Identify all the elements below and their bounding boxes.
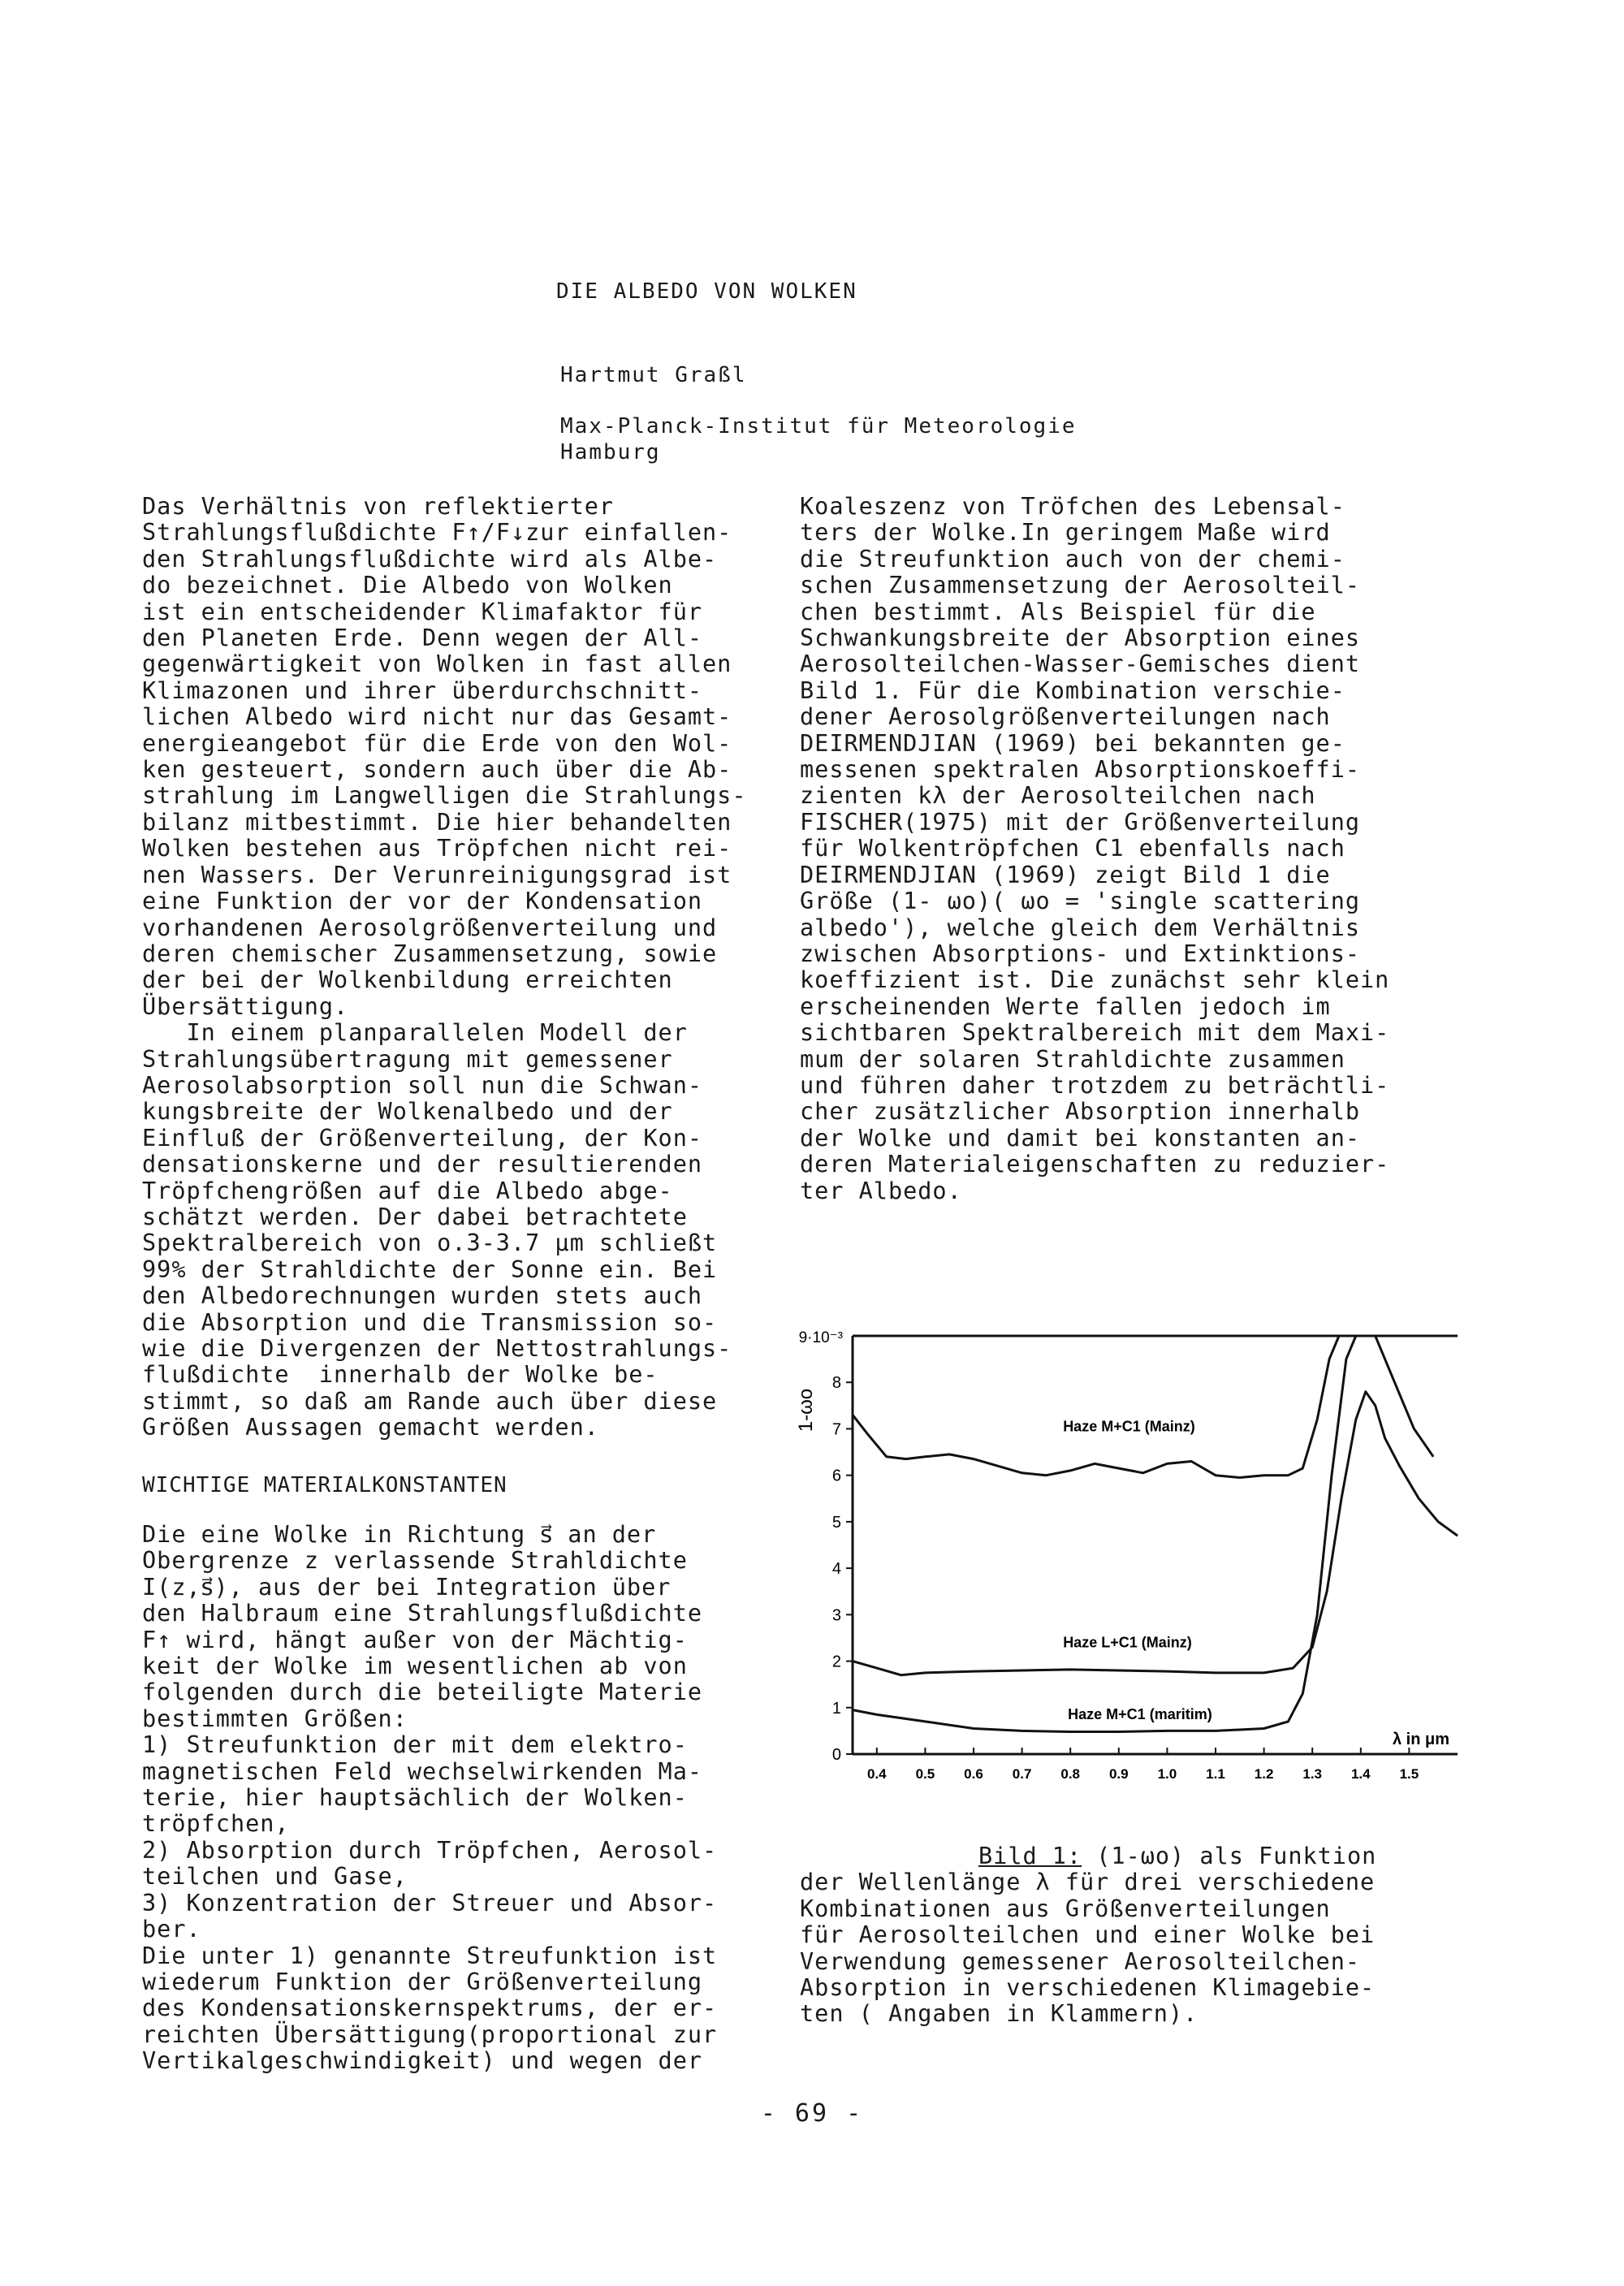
x-tick-label: 1.5 [1399,1766,1419,1782]
text-line: terie, hier hauptsächlich der Wolken- [142,1784,688,1812]
text-line: Die unter 1) genannte Streufunktion ist [142,1942,718,1969]
text-line: Bild 1. Für die Kombination verschie- [800,676,1345,704]
text-line: keit der Wolke im wesentlichen ab von [142,1653,688,1680]
text-line: sichtbaren Spektralbereich mit dem Maxi- [800,1019,1390,1047]
caption-label: Bild 1: [978,1843,1082,1869]
text-line: Einfluß der Größenverteilung, der Kon- [142,1124,703,1152]
affiliation-city: Hamburg [560,440,661,465]
text-line: ist ein entscheidender Klimafaktor für [142,598,703,625]
text-line: chen bestimmt. Als Beispiel für die [800,598,1316,625]
x-tick-label: 1.1 [1206,1766,1225,1782]
text-line: 99% der Strahldichte der Sonne ein. Bei [142,1255,718,1283]
text-line: albedo'), welche gleich dem Verhältnis [800,914,1361,941]
series-label: Haze M+C1 (Mainz) [1063,1418,1195,1435]
text-line: mum der solaren Strahldichte zusammen [800,1045,1345,1073]
x-tick-label: 0.5 [915,1766,935,1782]
text-line: 3) Konzentration der Streuer und Absor- [142,1889,718,1917]
series-label: Haze M+C1 (maritim) [1068,1706,1212,1723]
page-number: - 69 - [760,2099,864,2128]
text-line: ber. [142,1916,201,1943]
y-tick-label: 1 [831,1699,841,1718]
text-line: Größe (1- ωo)( ωo = 'single scattering [800,888,1361,915]
text-line: für Wolkentröpfchen C1 ebenfalls nach [800,835,1345,862]
text-line: bestimmten Größen: [142,1705,408,1732]
text-line: den Planeten Erde. Denn wegen der All- [142,624,703,652]
text-line: ters der Wolke.In geringem Maße wird [800,519,1331,547]
x-tick-label: 0.9 [1108,1766,1129,1782]
right-column [800,494,1389,1204]
text-line: Kombinationen aus Größenverteilungen [800,1895,1331,1922]
text-line: strahlung im Langwelligen die Strahlungs- [142,782,747,810]
text-line: die Absorption und die Transmission so- [142,1308,718,1336]
absorption-chart [792,1312,1466,1799]
y-tick-label: 4 [831,1560,841,1579]
text-line: des Kondensationskernspektrums, der er- [142,1994,718,2022]
x-axis-label: λ in μm [1392,1731,1449,1748]
text-line: Tröpfchengrößen auf die Albedo abge- [142,1177,673,1204]
text-line: der Wolke und damit bei konstanten an- [800,1124,1361,1152]
left-column-section [142,1522,717,2075]
text-line: gegenwärtigkeit von Wolken in fast allen [142,650,732,678]
text-line: I(z,s⃗), aus der bei Integration über [142,1573,672,1601]
text-line: DEIRMENDJIAN (1969) bei bekannten ge- [800,729,1345,757]
text-line: schen Zusammensetzung der Aerosolteil- [800,572,1361,599]
text-line: 2) Absorption durch Tröpfchen, Aerosol- [142,1836,718,1864]
text-line: der Wellenlänge λ für drei verschiedene [800,1869,1376,1896]
text-line: Strahlungsflußdichte F↑/F↓zur einfallen- [142,519,732,547]
text-line: do bezeichnet. Die Albedo von Wolken [142,572,673,599]
figure-caption [800,1843,1466,2028]
x-tick-label: 1.2 [1254,1766,1274,1782]
text-line: wie die Divergenzen der Nettostrahlungs- [142,1335,732,1362]
text-line: Größen Aussagen gemacht werden. [142,1414,599,1441]
text-line: schätzt werden. Der dabei betrachtete [142,1203,688,1230]
text-line: wiederum Funktion der Größenverteilung [142,1968,703,1995]
text-line: energieangebot für die Erde von den Wol- [142,729,732,757]
left-column-intro [142,494,747,1441]
text-line: densationskerne und der resultierenden [142,1151,703,1178]
text-line: Obergrenze z verlassende Strahldichte [142,1547,688,1575]
text-line: messenen spektralen Absorptionskoeffi- [800,756,1361,784]
y-tick-label: 0 [831,1746,841,1764]
text-line: stimmt, so daß am Rande auch über diese [142,1387,718,1415]
text-line: kungsbreite der Wolkenalbedo und der [142,1098,673,1126]
y-tick-label: 3 [831,1606,841,1625]
y-tick-label: 7 [831,1420,841,1439]
text-line: DEIRMENDJIAN (1969) zeigt Bild 1 die [800,861,1331,888]
x-tick-label: 1.0 [1157,1766,1177,1782]
text-line: Strahlungsübertragung mit gemessener [142,1045,673,1073]
text-line: für Aerosolteilchen und einer Wolke bei [800,1921,1376,1949]
text-line: zienten kλ der Aerosolteilchen nach [800,782,1316,810]
text-line: deren chemischer Zusammensetzung, sowie [142,940,718,967]
text-line: 1) Streufunktion der mit dem elektro- [142,1731,688,1759]
author-name: Hartmut Graßl [560,363,747,387]
text-line: der bei der Wolkenbildung erreichten [142,966,673,994]
x-tick-label: 0.7 [1012,1766,1032,1782]
paper-title: DIE ALBEDO VON WOLKEN [556,279,857,304]
text-line: zwischen Absorptions- und Extinktions- [800,940,1361,967]
text-line: F↑ wird, hängt außer von der Mächtig- [142,1626,688,1653]
text-line: In einem planparallelen Modell der [142,1019,688,1047]
text-line: ten ( Angaben in Klammern). [800,2000,1199,2028]
text-line: cher zusätzlicher Absorption innerhalb [800,1098,1361,1126]
text-line: ken gesteuert, sondern auch über die Ab- [142,756,732,784]
text-line: reichten Übersättigung(proportional zur [142,2020,718,2048]
text-line: deren Materialeigenschaften zu reduzier- [800,1151,1390,1178]
text-line: nen Wassers. Der Verunreinigungsgrad ist [142,861,732,888]
series-label: Haze L+C1 (Mainz) [1063,1634,1192,1651]
text-line: eine Funktion der vor der Kondensation [142,888,703,915]
text-line: FISCHER(1975) mit der Größenverteilung [800,808,1361,836]
text-line: Aerosolteilchen-Wasser-Gemisches dient [800,650,1361,678]
y-top-label: 9·10⁻³ [798,1329,843,1346]
text-line: teilchen und Gase, [142,1863,408,1891]
affiliation-institute: Max-Planck-Institut für Meteorologie [560,414,1077,439]
text-line: ter Albedo. [800,1177,962,1204]
caption-first-line: (1-ωo) als Funktion [1082,1843,1377,1869]
text-line: Koaleszenz von Tröfchen des Lebensal- [800,493,1345,520]
text-line: Absorption in verschiedenen Klimagebie- [800,1974,1376,2002]
text-line: den Halbraum eine Strahlungsflußdichte [142,1600,703,1627]
text-line: die Streufunktion auch von der chemi- [800,545,1345,573]
x-tick-label: 0.6 [964,1766,983,1782]
text-line: den Albedorechnungen wurden stets auch [142,1282,703,1310]
y-tick-label: 8 [831,1374,841,1393]
text-line: tröpfchen, [142,1810,290,1838]
text-line: erscheinenden Werte fallen jedoch im [800,992,1331,1020]
text-line: dener Aerosolgrößenverteilungen nach [800,703,1331,731]
y-tick-label: 5 [831,1513,841,1532]
y-tick-label: 2 [831,1653,841,1671]
x-tick-label: 1.3 [1302,1766,1323,1782]
text-line: Klimazonen und ihrer überdurchschnitt- [142,676,703,704]
x-tick-label: 0.4 [866,1766,887,1782]
x-tick-label: 1.4 [1350,1766,1371,1782]
y-axis-label: 1-ωo [795,1388,817,1433]
text-line: bilanz mitbestimmt. Die hier behandelten [142,808,732,836]
text-line: Das Verhältnis von reflektierter [142,493,615,520]
text-line: Übersättigung. [142,992,349,1020]
text-line: Die eine Wolke in Richtung s⃗ an der [142,1521,657,1548]
x-tick-label: 0.8 [1060,1766,1081,1782]
text-line: flußdichte innerhalb der Wolke be- [142,1361,659,1389]
text-line: magnetischen Feld wechselwirkenden Ma- [142,1757,703,1785]
text-line: lichen Albedo wird nicht nur das Gesamt- [142,703,732,731]
y-tick-label: 6 [831,1467,841,1485]
text-line: folgenden durch die beteiligte Materie [142,1679,703,1706]
text-line: Spektralbereich von o.3-3.7 μm schließt [142,1229,718,1257]
text-line: Schwankungsbreite der Absorption eines [800,624,1361,652]
series-line-0 [853,1336,1339,1478]
section-heading: WICHTIGE MATERIALKONSTANTEN [142,1473,508,1497]
text-line: und führen daher trotzdem zu beträchtli- [800,1071,1390,1099]
text-line: koeffizient ist. Die zunächst sehr klein [800,966,1390,994]
text-line: vorhandenen Aerosolgrößenverteilung und [142,914,718,941]
text-line: Aerosolabsorption soll nun die Schwan- [142,1071,703,1099]
text-line: Vertikalgeschwindigkeit) und wegen der [142,2047,703,2075]
text-line: Wolken bestehen aus Tröpfchen nicht rei- [142,835,732,862]
text-line: Verwendung gemessener Aerosolteilchen- [800,1947,1361,1975]
text-line: den Strahlungsflußdichte wird als Albe- [142,545,718,573]
